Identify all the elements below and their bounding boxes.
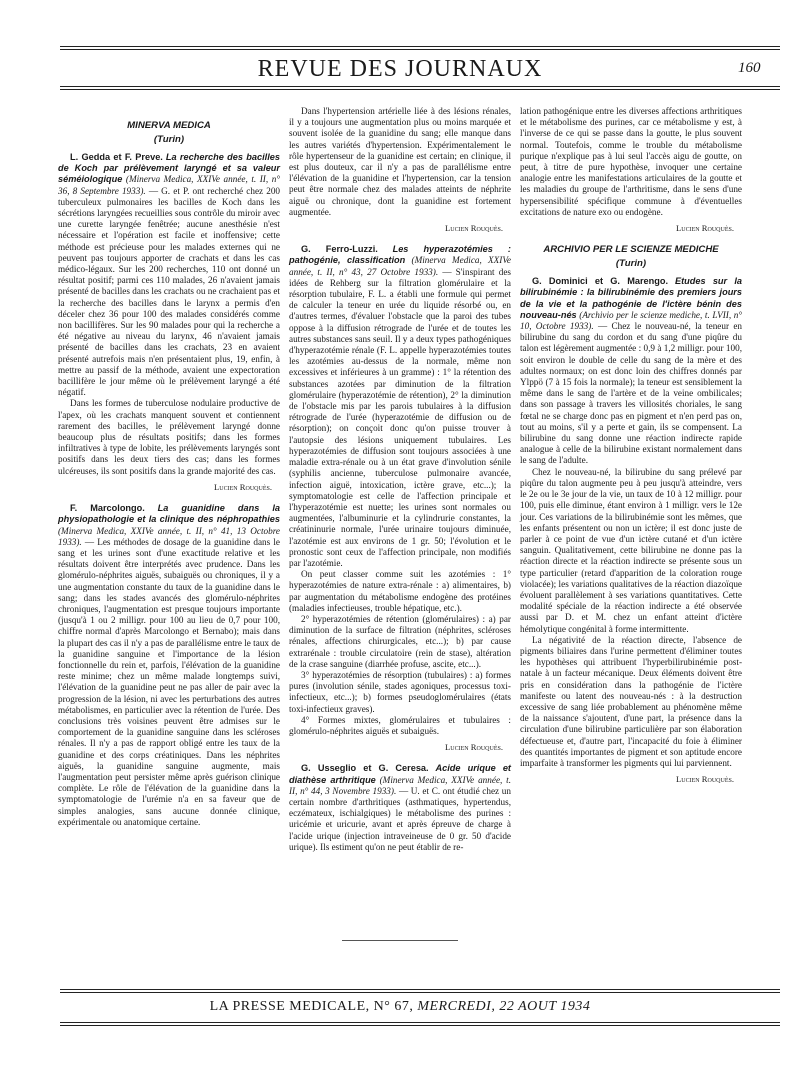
column-2 <box>289 106 511 853</box>
section-subtitle-archivio: (Turin) <box>615 258 647 270</box>
page-title: REVUE DES JOURNAUX <box>257 56 543 82</box>
column-1 <box>58 106 280 828</box>
article-signature: Lucien Rouquès. <box>445 223 503 234</box>
article-title: Acide urique et diathèse arthritique <box>289 763 511 785</box>
article-dominici-marengo <box>520 276 742 785</box>
article-authors: G. Ferro-Luzzi. <box>301 244 378 255</box>
article-paragraph: — Les méthodes de dosage de la guanidine dans le sang et les urines sont d'une exactitude relative et les résultats doivent être interprétés avec prudence. Dans les glomérulo-néphrites aiguës, subaiguës ou chroniques, il y a une augmentation constante du taux de la guanidine dans le sang; dans les stades avancés des glomérulo-néphrites chroniques, l'augmentation est presque toujours importante (jusqu'à 1 ou 2 milligr. pour 100 au lieu de 0,7 pour 100, chiffre normal d'après Marcolongo et Bernabo); mais dans la plupart des cas il n'y a pas de parallélisme entre le taux de la guanidine sanguine et l'importance de la lésion fonctionnelle du rein et, parfois, l'élévation de la guanidine reste minime; chez un même malade longtemps suivi, l'élévation de la guanidine peut ne pas aller de pair avec la progression de la lésion, ni avec les perturbations des autres métabolismes, en particulier avec la rétention de l'urée. Des conclusions très voisines peuvent être admises sur le comportement de la guanidine sanguine dans les scléroses rénales. Il n'y a pas de rapport obligé entre les taux de la guanidine et des corps créatiniques. Dans les néphrites aiguës, la guanidine sanguine augmente, mais l'augmentation peut persister même après guérison clinique complète. Le rôle de l'élévation de la guanidine dans la symptomatologie de l'urémie n'a en sa faveur que de simples analogies, sans aucune donnée clinique, expérimentale ou anatomique certaine. <box>58 536 280 827</box>
article-citation: (Minerva Medica, XXIVe année, t. II, n° 36, 8 Septembre 1933). <box>58 174 280 196</box>
article-paragraph: 3° hyperazotémies de résorption (tubulaires) : a) formes pures (involution sénile, stades agoniques, processus toxi-infectieux, etc...); b) formes pseudoglomérulaires (états toxi-infectieux graves). <box>289 669 511 714</box>
article-paragraph: — U. et C. ont étudié chez un certain nombre d'arthritiques (asthmatiques, hypertendus, eczémateux, ischialgiques) le métabolisme des purines : uricémie et uricurie, avant et après épreuve de charge à l'acide urique (injection intraveineuse de 0 gr. 50 d'acide urique). Ils estiment qu'on ne peut établir de re- <box>289 785 511 852</box>
section-title-archivio: ARCHIVIO PER LE SCIENZE MEDICHE <box>543 244 719 256</box>
end-divider <box>342 940 458 941</box>
article-paragraph: — G. et P. ont recherché chez 200 tuberculeux pulmonaires les bacilles de Koch dans les sécrétions laryngées recueillies sous contrôle du miroir avec une curette laryngée fenêtrée; aucune anesthésie n'est nécessaire et l'opération est facile et inoffensive; cette méthode est précieuse pour les malades externes qui ne peuvent pas toujours apporter de crachats et dans les cas médico-légaux. Sur les 200 recherches, 110 ont donné un résultat positif; parmi ces 110 malades, 26 n'avaient jamais présenté de bacilles dans les crachats ou ne crachaient pas et la recherche des bacilles dans le larynx a permis d'en déceler chez 36 pour 100 des malades considérés comme non bacillifères. Sur les 90 malades pour qui la recherche a été négative au niveau du larynx, 46 n'avaient jamais présenté de bacilles dans les crachats, 23 en avaient présenté autrefois mais n'en présentaient plus, 19, enfin, à mettre au passif de la méthode, avaient une expectoration bacillifère le jour même où le prélèvement laryngé a été négatif. <box>58 185 281 398</box>
article-paragraph: La négativité de la réaction directe, l'absence de pigments biliaires dans l'urine permettent d'éliminer toutes les hypothèses qui attribuent l'hyperbilirubinémie post-natale à un facteur mécanique. Deux éléments doivent être pris en considération dans la pathogénie de l'ictère manifeste ou latent des nouveau-nés : à la destruction excessive de sang liée probablement au phénomène même de la naissance s'ajoutent, d'une part, la présence dans la circulation d'une bilirubine particulière par son élaboration défectueuse et, d'autre part, l'incapacité du foie à éliminer des quantités importantes de pigment et son aptitude encore imparfaite à transformer les pigments qui lui parviennent. <box>520 634 742 768</box>
article-citation: (Minerva Medica, XXIVe année, t. II, n° 44, 3 Novembre 1933). <box>289 774 511 796</box>
article-citation: (Minerva Medica, XXIVe année, t. II, n° 43, 27 Octobre 1933). <box>289 255 512 277</box>
footer <box>0 999 800 1015</box>
article-paragraph: 4° Formes mixtes, glomérulaires et tubulaires : glomérulo-néphrites aiguës et subaiguës. <box>289 714 511 736</box>
article-title: La recherche des bacilles de Koch par prélèvement laryngé et sa valeur séméiologique <box>58 152 280 185</box>
article-paragraph: Dans l'hypertension artérielle liée à des lésions rénales, il y a toujours une augmentation plus ou moins marquée et souvent isolée de la guanidine du sang; elle manque dans les autres variétés d'hypertension. Expérimentalement le rôle hypertenseur de la guanidine est certain; en clinique, il est plus douteux, car il n'y a pas de parallélisme entre l'élévation de la guanidine et l'hypertension, car la tension peut être normale chez des malades atteints de néphrite aiguë ou chronique, dont la guanidine est fortement augmentée. <box>289 106 511 217</box>
article-citation: (Archivio per le scienze mediche, t. LVII, n° 10, Octobre 1933). <box>520 309 742 332</box>
footer-rule-top-2 <box>60 992 780 993</box>
article-gedda-preve <box>58 152 280 493</box>
article-citation: (Minerva Medica, XXIVe année, t. II, n° 41, 13 Octobre 1933). <box>58 525 280 547</box>
article-title: Les hyperazotémies : pathogénie, classification <box>289 244 511 266</box>
article-paragraph: Chez le nouveau-né, la bilirubine du sang prélevé par piqûre du talon augmente peu à peu jusqu'à atteindre, vers le 2e ou le 3e jour de la vie, un taux de 10 à 12 milligr. pour 100, puis elle diminue, étant environ à 1 milligr. vers le 12e jour. Ces variations de la bilirubinémie sont les mêmes, que les enfants présentent ou non un ictère; il est donc juste de parler à ce point de vue d'un ictère cutané et d'un ictère sanguin. Qualitativement, cette bilirubine ne donne pas la réaction directe et la réaction indirecte se présente sous un type particulier (retard d'apparition de la coloration rouge violacée); les variations qualitatives de la réaction diazoïque évoluent parallèlement à ses variations quantitatives. Cette modalité spéciale de la réaction indirecte a été observée aussi par D. et M. chez un enfant atteint d'ictère hémolytique congénital à forme intermittente. <box>520 466 742 634</box>
article-paragraph: On peut classer comme suit les azotémies : 1° hyperazotémies de nature extra-rénale : a) alimentaires, b) par augmentation du métabolisme endogène des protéines (maladies infectieuses, trouble hépatique, etc.). <box>289 569 511 613</box>
article-paragraph: 2° hyperazotémies de rétention (glomérulaires) : a) par diminution de la surface de filtration (néphrites, scléroses rénales, affections chirurgicales, etc...); b) par cause extrarénale : trouble circulatoire (rein de stase), altération de la crase sanguine (diarrhée profuse, ascite, etc...). <box>289 613 511 669</box>
article-paragraph: — Chez le nouveau-né, la teneur en bilirubine du sang du cordon et du sang d'une piqûre du talon est légèrement augmentée : 0,9 à 1,2 milligr. pour 100, soit environ le double de celle du sang de la mère et des adultes normaux; on est donc loin des chiffres donnés par Ylppö (7 à 15 fois la normale); la teneur est sensiblement la même dans le sang de l'artère et de la veine ombilicales; dans son passage à travers les villosités choriales, le sang fœtal ne se charge donc pas en pigment et n'en perd pas on, tout au moins, s'il y a perte et gain, ils se compensent. La bilirubine du sang donne une réaction indirecte rapide analogue à celle de la bilirubine existant normalement dans le sang de l'adulte. <box>520 321 743 466</box>
article-signature: Lucien Rouquès. <box>676 774 734 785</box>
footer-rule-bottom <box>60 1022 780 1023</box>
footer-rule-top <box>60 989 780 990</box>
article-signature: Lucien Rouquès. <box>676 223 734 234</box>
column-3 <box>520 106 742 795</box>
article-paragraph: Dans les formes de tuberculose nodulaire productive de l'apex, où les crachats manquent souvent et contiennent rarement des bacilles, le prélèvement laryngé donne beaucoup plus de résultats positifs; dans les formes infiltratives à type de lobite, les prélèvements laryngés sont positifs dans les deux tiers des cas; dans les formes ulcéreuses, ils sont positifs dans la grande majorité des cas. <box>58 398 280 476</box>
article-ferro-luzzi <box>289 244 511 753</box>
header-rule-bottom <box>60 86 780 87</box>
article-title: La guanidine dans la physiopathologie et la clinique des néphropathies <box>58 503 281 525</box>
article-marcolongo <box>58 503 280 828</box>
header-rule-top-2 <box>60 49 780 50</box>
footer-date: MERCREDI, 22 AOUT 1934 <box>417 999 591 1014</box>
article-signature: Lucien Rouquès. <box>445 742 503 753</box>
footer-journal: LA PRESSE MEDICALE, N° 67, <box>209 999 414 1014</box>
article-authors: G. Usseglio et G. Ceresa. <box>301 763 429 774</box>
article-paragraph: lation pathogénique entre les diverses affections arthritiques et le métabolisme des purines, car ce métabolisme y est, à l'inverse de ce qui se passe dans la goutte, le plus souvent normal. Toutefois, comme le trouble du métabolisme purique n'explique pas à lui seul l'accès aigu de goutte, on peut, à titre de pure hypothèse, invoquer une certaine analogie entre les manifestations articulaires de la goutte et les maladies du groupe de l'arthritisme, dans le sens d'une hypersensibilité spécifique commune à d'éventuelles excitations de nature exo ou endogène. <box>520 106 742 217</box>
article-title: Etudes sur la bilirubinémie : la bilirubinémie des premiers jours de la vie et la pathogénie de l'ictère bénin des nouveau-nés <box>520 276 742 320</box>
section-subtitle-minerva: (Turin) <box>153 134 185 145</box>
header-rule-bottom-2 <box>60 89 780 90</box>
article-authors: G. Dominici et G. Marengo. <box>532 276 669 287</box>
footer-rule-bottom-2 <box>60 1025 780 1026</box>
page-number: 160 <box>738 60 761 76</box>
article-paragraph: — S'inspirant des idées de Rehberg sur la filtration glomérulaire et la résorption tubulaire, F. L. a établi une formule qui permet de calculer la teneur en urée du liquide résorbé ou, en d'autres termes, d'évaluer l'obstacle que la paroi des tubes oppose à la diffusion rétrograde de l'urée et de toutes les autres substances sans seuil. Il y a deux types pathogéniques d'hyperazotémie rénale (F. L. appelle hyperazotémies toutes les azotémies au-dessus de la normale, même non excessives et inférieures à un gramme) : 1° la rétention des substances azotées par diminution de la filtration glomérulaire (hyperazotémie de rétention), 2° la diminution de l'obstacle mis par les parois tubulaires à la diffusion rétrograde de l'urée (hyperazotémie de diffusion ou de résorption); on conçoit donc qu'on puisse trouver à l'autopsie des lésions uniquement tubulaires. Les hyperazotémies de diffusion sont toujours associées à une maladie extra-rénale ou à un état grave d'involution sénile (syphilis ancienne, tuberculose pulmonaire avancée, infection aiguë, intoxication, ictère grave, etc...); la symptomatologie est celle de l'affection principale et l'hyperazotémie est nuette; les urines sont normales ou augmentées, l'albuminurie et la cylindrurie constantes, la créatininurie normale, l'urée urinaire toujours diminuée, l'azotémie est aux environs de 1 gr. 50; l'évolution et le pronostic sont ceux de l'affection principale, non modifiés par l'azotémie. <box>289 266 512 568</box>
article-authors: L. Gedda et F. Preve. <box>70 152 163 162</box>
article-signature: Lucien Rouquès. <box>214 481 272 492</box>
article-authors: F. Marcolongo. <box>70 503 145 514</box>
section-title-minerva: MINERVA MEDICA <box>127 120 211 131</box>
header-rule-top <box>60 46 780 47</box>
article-usseglio-ceresa <box>289 763 511 853</box>
